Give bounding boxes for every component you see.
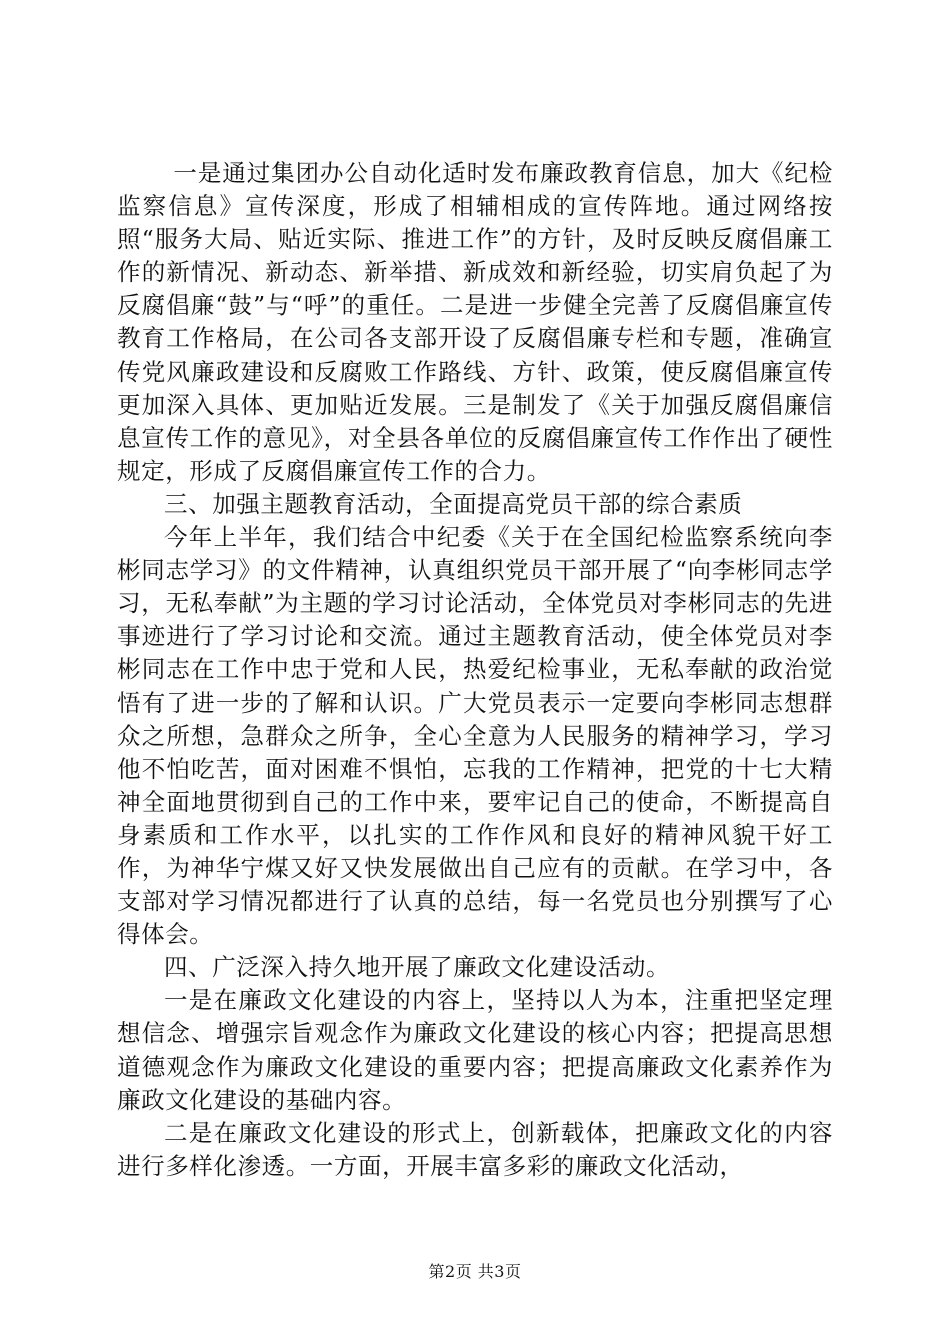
document-body <box>117 157 833 1183</box>
section-heading-integrity-culture: 四、广泛深入持久地开展了廉政文化建设活动。 <box>164 953 671 982</box>
paragraph-publicity-work: 一是通过集团办公自动化适时发布廉政教育信息，加大《纪检监察信息》宣传深度，形成了相辅相成的宣传阵地。通过网络按照“服务大局、贴近实际、推进工作”的方针，及时反映反腐倡廉工作的新情况、新动态、新举措、新成效和新经验，切实肩负起了为反腐倡廉“鼓”与“呼”的重任。二是进一步健全完善了反腐倡廉宣传教育工作格局，在公司各支部开设了反腐倡廉专栏和专题，准确宣传党风廉政建设和反腐败工作路线、方针、政策，使反腐倡廉宣传更加深入具体、更加贴近发展。三是制发了《关于加强反腐倡廉信息宣传工作的意见》，对全县各单位的反腐倡廉宣传工作作出了硬性规定，形成了反腐倡廉宣传工作的合力。 <box>117 159 833 485</box>
paragraph-culture-content: 一是在廉政文化建设的内容上，坚持以人为本，注重把坚定理想信念、增强宗旨观念作为廉政文化建设的核心内容；把提高思想道德观念作为廉政文化建设的重要内容；把提高廉政文化素养作为廉政文化建设的基础内容。 <box>117 986 833 1114</box>
paragraph-culture-form: 二是在廉政文化建设的形式上，创新载体，把廉政文化的内容进行多样化渗透。一方面，开展丰富多彩的廉政文化活动， <box>117 1118 833 1180</box>
page-footer: 第2页 共3页 <box>428 1262 522 1281</box>
paragraph-theme-education: 今年上半年，我们结合中纪委《关于在全国纪检监察系统向李彬同志学习》的文件精神，认真组织党员干部开展了“向李彬同志学习，无私奉献”为主题的学习讨论活动，全体党员对李彬同志的先进事迹进行了学习讨论和交流。通过主题教育活动，使全体党员对李彬同志在工作中忠于党和人民，热爱纪检事业，无私奉献的政治觉悟有了进一步的了解和认识。广大党员表示一定要向李彬同志想群众之所想，急群众之所争，全心全意为人民服务的精神学习，学习他不怕吃苦，面对困难不惧怕，忘我的工作精神，把党的十七大精神全面地贯彻到自己的工作中来，要牢记自己的使命，不断提高自身素质和工作水平，以扎实的工作作风和良好的精神风貌干好工作，为神华宁煤又好又快发展做出自己应有的贡献。在学习中，各支部对学习情况都进行了认真的总结，每一名党员也分别撰写了心得体会。 <box>117 523 833 949</box>
section-heading-theme-education: 三、加强主题教育活动，全面提高党员干部的综合素质 <box>164 489 743 518</box>
